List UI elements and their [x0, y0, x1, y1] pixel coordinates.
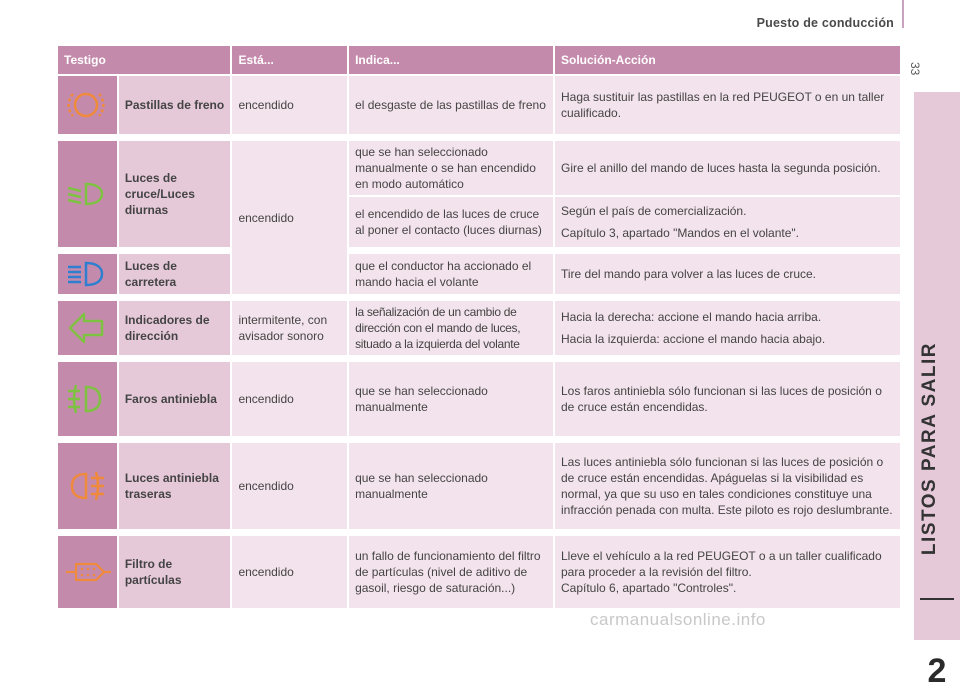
table-row: [58, 536, 900, 608]
row-action: Gire el anillo del mando de luces hasta la segunda posición.: [555, 141, 900, 195]
rear-fog-icon: [64, 468, 108, 504]
particle-filter-icon: [64, 556, 112, 588]
page-number: 33: [908, 62, 922, 76]
main-beam-icon-cell: [58, 254, 117, 294]
action-line: Según el país de comercialización.: [561, 204, 747, 218]
column-header-esta: Está...: [232, 46, 347, 74]
row-indicates: que se han seleccionado manualmente o se han encendido en modo automático: [349, 141, 553, 195]
row-indicates: el encendido de las luces de cruce al poner el contacto (luces diurnas): [349, 197, 553, 247]
brake-pads-icon: [64, 87, 108, 123]
row-action: Las luces antiniebla sólo funcionan si las luces de posición o de cruce están encendidas. Apáguelas si la visibilidad es normal, ya que su uso en tales condiciones constituye una infracción penada con multa. Este piloto es rojo deslumbrante.: [555, 443, 900, 529]
row-name: Luces de cruce/Luces diurnas: [119, 141, 231, 247]
row-action: Haga sustituir las pastillas en la red PEUGEOT o en un taller cualificado.: [555, 76, 900, 134]
row-action: [555, 197, 900, 247]
action-line: Hacia la izquierda: accione el mando hacia abajo.: [561, 332, 826, 346]
watermark: carmanualsonline.info: [590, 610, 766, 629]
dipped-beam-icon: [64, 179, 108, 209]
action-line: Capítulo 3, apartado "Mandos en el volante".: [561, 226, 800, 240]
column-header-testigo: Testigo: [58, 46, 230, 74]
row-indicates: que se han seleccionado manualmente: [349, 443, 553, 529]
chapter-tab-divider: [920, 598, 954, 600]
row-indicates: que se han seleccionado manualmente: [349, 362, 553, 436]
row-name: Luces antiniebla traseras: [119, 443, 231, 529]
direction-indicator-icon: [64, 308, 108, 348]
action-line: Capítulo 6, apartado "Controles".: [561, 581, 737, 595]
action-line: Lleve el vehículo a la red PEUGEOT o a un taller cualificado para proceder a la revisión del filtro.: [561, 549, 882, 579]
chapter-tab[interactable]: [914, 92, 960, 690]
front-fog-icon-cell: [58, 362, 117, 436]
row-name: Filtro de partículas: [119, 536, 231, 608]
row-indicates: la señalización de un cambio de dirección con el mando de luces, situado a la izquierda del volante: [349, 301, 553, 355]
row-indicates: el desgaste de las pastillas de freno: [349, 76, 553, 134]
row-name: Faros antiniebla: [119, 362, 231, 436]
column-header-solucion: Solución-Acción: [555, 46, 900, 74]
main-beam-icon: [64, 259, 108, 289]
section-title: Puesto de conducción: [756, 16, 894, 30]
front-fog-icon: [64, 381, 108, 417]
dipped-beam-icon-cell: [58, 141, 117, 247]
table-row: [58, 301, 900, 355]
row-state: intermitente, con avisador sonoro: [232, 301, 347, 355]
row-name: Pastillas de freno: [119, 76, 231, 134]
chapter-tab-label: LISTOS PARA SALIR: [919, 342, 940, 556]
warning-lights-table: [56, 44, 902, 610]
row-action: [555, 301, 900, 355]
particle-filter-icon-cell: [58, 536, 117, 608]
table-row: [58, 76, 900, 134]
row-action: Los faros antiniebla sólo funcionan si las luces de posición o de cruce están encendidas.: [555, 362, 900, 436]
row-action: [555, 536, 900, 608]
header-divider: [902, 0, 904, 28]
row-state: encendido: [232, 362, 347, 436]
row-name: Indicadores de dirección: [119, 301, 231, 355]
brake-pads-icon-cell: [58, 76, 117, 134]
row-indicates: que el conductor ha accionado el mando hacia el volante: [349, 254, 553, 294]
column-header-indica: Indica...: [349, 46, 553, 74]
direction-indicator-icon-cell: [58, 301, 117, 355]
row-indicates: un fallo de funcionamiento del filtro de partículas (nivel de aditivo de gasoil, riesgo de saturación...): [349, 536, 553, 608]
row-action: Tire del mando para volver a las luces de cruce.: [555, 254, 900, 294]
table-row: [58, 141, 900, 195]
table-header-row: [58, 46, 900, 74]
row-name: Luces de carretera: [119, 254, 231, 294]
row-state: encendido: [232, 443, 347, 529]
row-state: encendido: [232, 536, 347, 608]
row-state: encendido: [232, 76, 347, 134]
rear-fog-icon-cell: [58, 443, 117, 529]
action-line: Hacia la derecha: accione el mando hacia arriba.: [561, 310, 822, 324]
table-row: [58, 362, 900, 436]
table-row: [58, 254, 900, 294]
chapter-number: 2: [927, 652, 947, 690]
row-state: encendido: [232, 141, 347, 294]
table-row: [58, 443, 900, 529]
